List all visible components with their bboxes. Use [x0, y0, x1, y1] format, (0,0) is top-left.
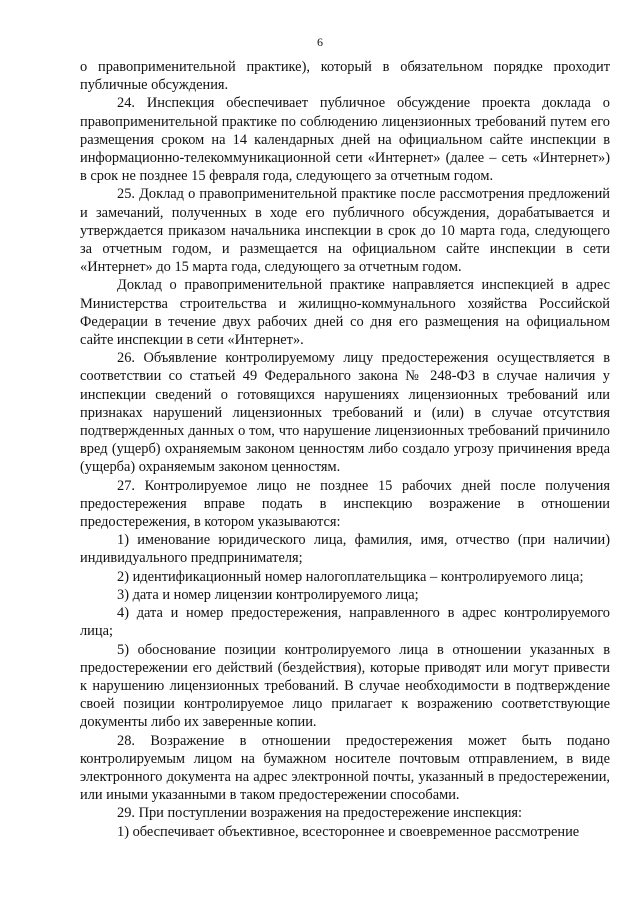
page-number: 6 — [317, 35, 323, 49]
paragraph-25: 25. Доклад о правоприменительной практике после рассмотрения предложений и замечаний, полученных в ходе его публичного обсуждения, дорабатывается и утверждается приказом начальника инспекции в срок до 10 марта года, следующего за отчетным годом, и размещается на официальном сайте инспекции в сети «Интернет» до 15 марта года, следующего за отчетным годом. — [80, 186, 610, 276]
list-item-27-4: 4) дата и номер предостережения, направленного в адрес контролируемого лица; — [80, 605, 610, 640]
list-item-27-3: 3) дата и номер лицензии контролируемого лица; — [117, 586, 419, 603]
paragraph-continuation: о правоприменительной практике), который в обязательном порядке проходит публичные обсуждения. — [80, 59, 610, 94]
list-item-27-5: 5) обоснование позиции контролируемого лица в отношении указанных в предостережении его действий (бездействия), которые приводят или могут привести к нарушению лицензионных требований. В случае необходимости в подтверждение своей позиции контролируемое лицо прилагает к возражению соответствующие документы либо их заверенные копии. — [80, 641, 610, 731]
paragraph-28: 28. Возражение в отношении предостережения может быть подано контролируемым лицом на бумажном носителе почтовым отправлением, в виде электронного документа на адрес электронной почты, указанный в предостережении, или иными указанными в таком предостережении способами. — [80, 732, 610, 804]
list-item-27-2: 2) идентификационный номер налогоплательщика – контролируемого лица; — [117, 568, 584, 585]
paragraph-27: 27. Контролируемое лицо не позднее 15 рабочих дней после получения предостережения вправе подать в инспекцию возражение в отношении предостережения, в котором указываются: — [80, 477, 610, 531]
paragraph-24: 24. Инспекция обеспечивает публичное обсуждение проекта доклада о правоприменительной практике по соблюдению лицензионных требований путем его размещения сроком на 14 календарных дней на официальном сайте инспекции в информационно-телекоммуникационной сети «Интернет» (далее – сеть «Интернет») в срок не позднее 15 февраля года, следующего за отчетным годом. — [80, 95, 610, 185]
paragraph-26: 26. Объявление контролируемому лицу предостережения осуществляется в соответствии со статьей 49 Федерального закона № 248-ФЗ в случае наличия у инспекции сведений о готовящихся нарушениях лицензионных требований или признаках нарушений лицензионных требований и (или) в случае отсутствия подтвержденных данных о том, что нарушение лицензионных требований причинило вред (ущерб) охраняемым законом ценностям либо создало угрозу причинения вреда (ущерба) охраняемым законом ценностям. — [80, 350, 610, 476]
list-item-27-1: 1) именование юридического лица, фамилия, имя, отчество (при наличии) индивидуального предпринимателя; — [80, 532, 610, 567]
list-item-29-1: 1) обеспечивает объективное, всестороннее и своевременное рассмотрение — [117, 823, 580, 840]
document-body — [80, 58, 610, 841]
paragraph-25-report-sending: Доклад о правоприменительной практике направляется инспекцией в адрес Министерства строительства и жилищно-коммунального хозяйства Российской Федерации в течение двух рабочих дней со дня его размещения на официальном сайте инспекции в сети «Интернет». — [80, 277, 610, 349]
paragraph-29: 29. При поступлении возражения на предостережение инспекция: — [117, 805, 523, 822]
